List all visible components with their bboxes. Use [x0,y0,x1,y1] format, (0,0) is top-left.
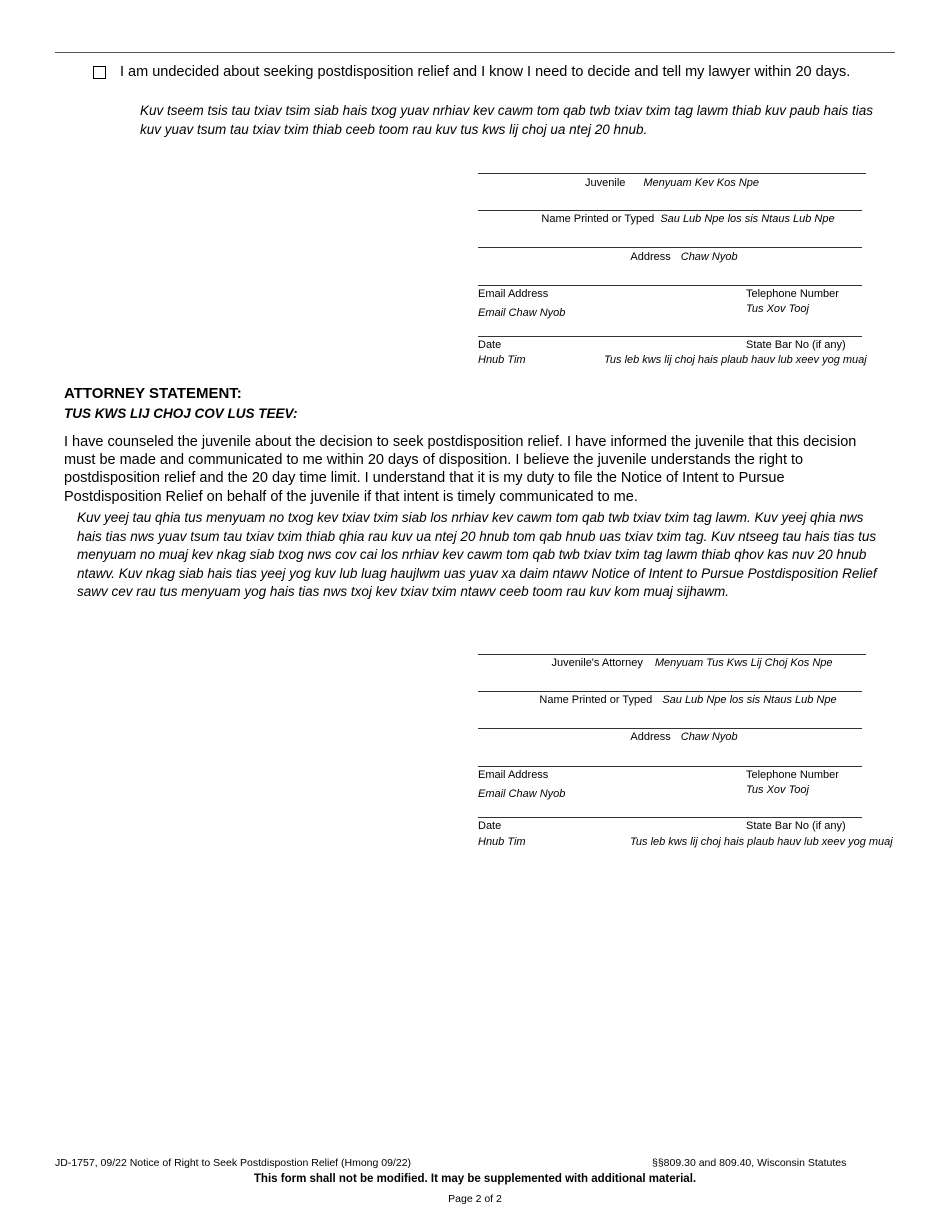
attorney-statement-title: ATTORNEY STATEMENT: [64,385,242,402]
attorney-date-line[interactable] [478,817,862,818]
attorney-statement-text: I have counseled the juvenile about the decision to seek postdisposition relief. I have informed the juvenile that this decision must be made and communicated to me within 20 days of disposition. I believe the juvenile understands the right to postdisposition relief and the 20 day time limit. I understand that it is my duty to file the Notice of Intent to Pursue Postdisposition Relief on behalf of the juvenile if that intent is timely communicated to me. [64,434,857,505]
form-id: JD-1757, 09/22 Notice of Right to Seek Postdispostion Relief (Hmong 09/22) [55,1157,412,1169]
undecided-text: I am undecided about seeking postdisposition relief and I know I need to decide and tell my lawyer within 20 days. [120,64,851,80]
juvenile-name-line[interactable] [478,210,862,211]
attorney-date-label-hmong: Hnub Tim [478,836,526,848]
attorney-bar-label: State Bar No (if any) [746,820,846,832]
attorney-contact-line[interactable] [478,766,862,767]
attorney-email-label-hmong: Email Chaw Nyob [478,788,566,800]
attorney-bar-label-hmong: Tus leb kws lij choj hais plaub hauv lub xeev yog muaj [630,836,893,848]
juvenile-bar-label: State Bar No (if any) [746,339,846,351]
juvenile-email-label: Email Address [478,288,549,300]
attorney-date-label: Date [478,820,502,832]
attorney-address-label: Address Chaw Nyob [630,731,738,743]
juvenile-contact-line[interactable] [478,285,862,286]
statutes-reference: §§809.30 and 809.40, Wisconsin Statutes [652,1157,847,1169]
attorney-signer-label: Juvenile's Attorney Menyuam Tus Kws Lij Choj Kos Npe [551,657,833,669]
attorney-phone-label-hmong: Tus Xov Tooj [746,784,809,796]
juvenile-name-label: Name Printed or Typed Sau Lub Npe los sis Ntaus Lub Npe [541,213,835,225]
attorney-statement-title-hmong: TUS KWS LIJ CHOJ COV LUS TEEV: [64,406,298,421]
page-number: Page 2 of 2 [448,1193,502,1205]
attorney-email-label: Email Address [478,769,549,781]
top-divider [55,52,895,53]
juvenile-email-label-hmong: Email Chaw Nyob [478,307,566,319]
attorney-statement-text-hmong: Kuv yeej tau qhia tus menyuam no txog kev txiav txim siab los nrhiav kev cawm tom qab twb txiav txim tag lawm. Kuv yeej qhia nws hais tias nws yuav tsum tau txiav txim thiab qhia rau kuv ua ntej 20 hnub tom qab hnub uas txiav txim tag. Kuv ntseeg tau hais tias tus menyuam no muaj kev nkag siab txog nws cov cai los nrhiav kev cawm tom qab twb txiav txim tag lawm thiab qhov kas nuv 20 hnub ntawv. Kuv nkag siab hais tias yeej yog kuv lub luag haujlwm uas yuav xa daim ntawv Notice of Intent to Pursue Postdisposition Relief sawv cev rau tus menyuam yog hais tias nws txoj kev txiav txim ntawv ceeb toom rau kuv kom muaj sijhawm. [77,510,877,599]
undecided-text-hmong: Kuv tseem tsis tau txiav tsim siab hais txog yuav nrhiav kev cawm tom qab twb txiav txim tag lawm thiab kuv paub hais tias kuv yuav tsum tau txiav txim thiab ceeb toom rau kuv tus kws lij choj ua ntej 20 hnub. [140,103,874,137]
attorney-signature-line[interactable] [478,654,866,655]
attorney-name-line[interactable] [478,691,862,692]
modification-notice: This form shall not be modified. It may be supplemented with additional material. [253,1173,697,1185]
attorney-phone-label: Telephone Number [746,769,839,781]
juvenile-address-label: Address Chaw Nyob [630,251,738,263]
juvenile-phone-label: Telephone Number [746,288,839,300]
juvenile-address-line[interactable] [478,247,862,248]
juvenile-date-line[interactable] [478,336,862,337]
attorney-name-label: Name Printed or Typed Sau Lub Npe los sis Ntaus Lub Npe [539,694,837,706]
juvenile-date-label: Date [478,339,502,351]
undecided-checkbox[interactable] [93,66,106,79]
attorney-address-line[interactable] [478,728,862,729]
juvenile-phone-label-hmong: Tus Xov Tooj [746,303,809,315]
juvenile-date-label-hmong: Hnub Tim [478,354,526,366]
juvenile-signature-line[interactable] [478,173,866,174]
juvenile-bar-label-hmong: Tus leb kws lij choj hais plaub hauv lub xeev yog muaj [604,354,867,366]
juvenile-signer-label: Juvenile Menyuam Kev Kos Npe [585,177,759,189]
